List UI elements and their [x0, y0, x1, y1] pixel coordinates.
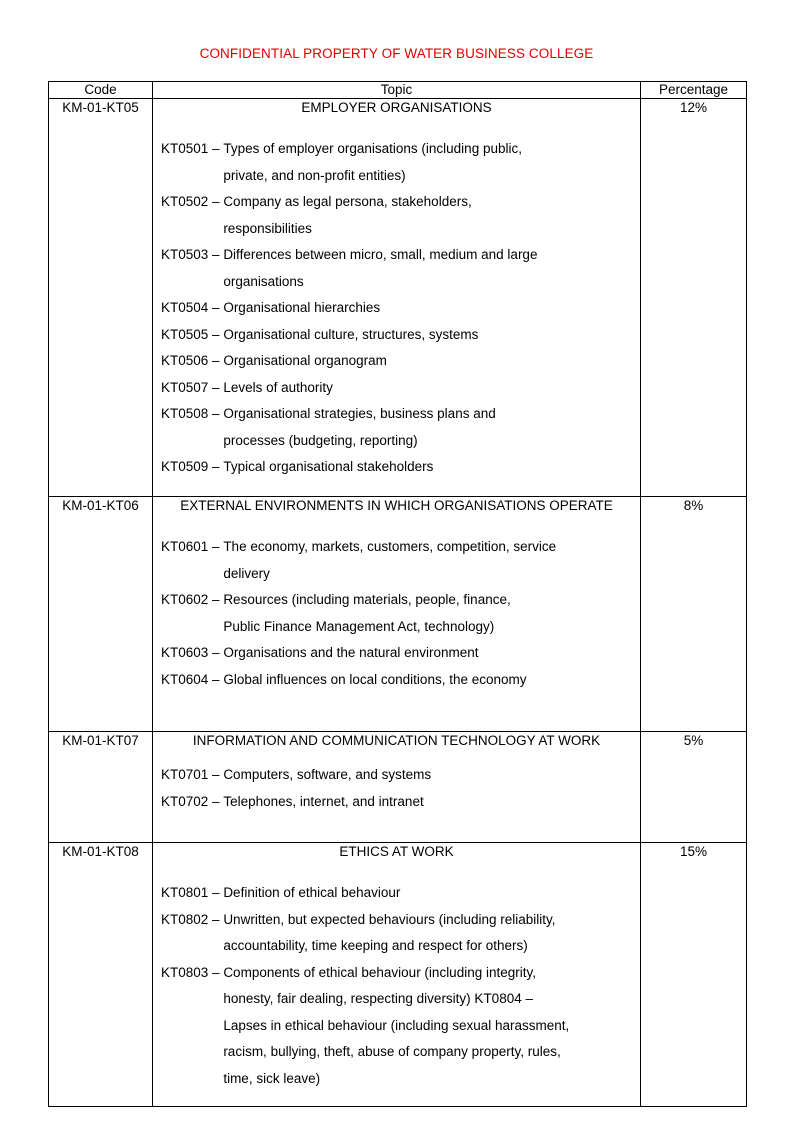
table-header-row — [49, 82, 747, 99]
topic-description-line: Differences between micro, small, medium and large — [223, 247, 538, 262]
topic-description-line: responsibilities — [223, 220, 312, 236]
topic-description-line: accountability, time keeping and respect for others) — [223, 938, 528, 953]
topic-items-list — [161, 534, 632, 693]
topic-description-line: Definition of ethical behaviour — [223, 885, 401, 900]
topic-description-line: delivery — [223, 565, 270, 581]
confidential-header: CONFIDENTIAL PROPERTY OF WATER BUSINESS COLLEGE — [199, 46, 594, 61]
list-item — [161, 454, 632, 481]
topic-description-line: Lapses in ethical behaviour (including sexual harassment, — [223, 1017, 570, 1033]
module-code: KM-01-KT06 — [49, 497, 153, 732]
list-item — [161, 136, 632, 189]
list-item — [161, 375, 632, 402]
topic-description-line: time, sick leave) — [223, 1070, 321, 1086]
topic-description-line: Public Finance Management Act, technology) — [223, 618, 495, 634]
table-row — [49, 497, 747, 732]
table-row — [49, 732, 747, 843]
topic-cell — [153, 732, 641, 843]
topic-description-line: Organisational organogram — [223, 353, 387, 368]
topic-cell — [153, 843, 641, 1107]
percentage-value: 5% — [641, 732, 747, 843]
topic-description-line: Company as legal persona, stakeholders, — [223, 194, 472, 209]
topic-description-line: The economy, markets, customers, competition, service — [223, 539, 557, 554]
topic-cell — [153, 99, 641, 497]
topic-id: KT0505 – — [161, 326, 220, 342]
percentage-value: 15% — [641, 843, 747, 1107]
topic-items-list — [161, 880, 632, 1092]
list-item — [161, 762, 632, 789]
list-item — [161, 189, 632, 242]
topic-description-line: processes (budgeting, reporting) — [223, 432, 418, 448]
topic-description-line: Organisational culture, structures, systems — [223, 326, 479, 342]
table-row — [49, 843, 747, 1107]
list-item — [161, 667, 632, 694]
section-title: ETHICS AT WORK — [339, 844, 454, 859]
section-title: EMPLOYER ORGANISATIONS — [301, 100, 492, 115]
topic-id: KT0702 – — [161, 793, 220, 809]
list-item — [161, 401, 632, 454]
module-code: KM-01-KT07 — [49, 732, 153, 843]
topic-id: KT0801 – — [161, 885, 220, 900]
topic-id: KT0601 – — [161, 539, 220, 554]
module-code: KM-01-KT05 — [49, 99, 153, 497]
list-item — [161, 789, 632, 816]
topic-description-line: Computers, software, and systems — [223, 767, 432, 782]
topic-description-line: Telephones, internet, and intranet — [223, 793, 424, 809]
list-item — [161, 534, 632, 587]
column-header-code: Code — [49, 82, 153, 99]
list-item — [161, 587, 632, 640]
module-code: KM-01-KT08 — [49, 843, 153, 1107]
list-item — [161, 960, 632, 1093]
percentage-value: 8% — [641, 497, 747, 732]
list-item — [161, 907, 632, 960]
topic-items-list — [161, 762, 632, 815]
column-header-topic: Topic — [153, 82, 641, 99]
topic-description-line: Resources (including materials, people, finance, — [223, 592, 511, 607]
list-item — [161, 295, 632, 322]
topic-id: KT0803 – — [161, 964, 220, 980]
topics-table — [48, 81, 747, 1107]
topic-id: KT0802 – — [161, 911, 220, 927]
list-item — [161, 322, 632, 349]
table-row — [49, 99, 747, 497]
topic-description-line: Unwritten, but expected behaviours (including reliability, — [223, 911, 556, 927]
topic-description-line: honesty, fair dealing, respecting diversity) KT0804 – — [223, 991, 533, 1006]
section-title: EXTERNAL ENVIRONMENTS IN WHICH ORGANISATIONS OPERATE — [180, 498, 613, 513]
topic-cell — [153, 497, 641, 732]
list-item — [161, 242, 632, 295]
topic-description-line: Typical organisational stakeholders — [223, 459, 434, 474]
topic-id: KT0503 – — [161, 247, 220, 262]
percentage-value: 12% — [641, 99, 747, 497]
topic-description-line: Global influences on local conditions, the economy — [223, 671, 527, 687]
topic-id: KT0508 – — [161, 406, 220, 421]
topic-id: KT0502 – — [161, 194, 220, 209]
topic-description-line: Types of employer organisations (including public, — [223, 141, 522, 156]
list-item — [161, 348, 632, 375]
topic-description-line: private, and non-profit entities) — [223, 167, 406, 183]
topic-id: KT0604 – — [161, 671, 220, 687]
topic-description-line: Organisational hierarchies — [223, 300, 381, 315]
list-item — [161, 640, 632, 667]
topic-id: KT0507 – — [161, 379, 220, 395]
column-header-percentage: Percentage — [641, 82, 747, 99]
list-item — [161, 880, 632, 907]
topic-description-line: Organisations and the natural environment — [223, 645, 479, 660]
topic-description-line: organisations — [223, 273, 304, 289]
topic-description-line: racism, bullying, theft, abuse of company property, rules, — [223, 1044, 561, 1059]
topic-id: KT0701 – — [161, 767, 220, 782]
topic-description-line: Organisational strategies, business plans and — [223, 406, 496, 421]
topic-description-line: Levels of authority — [223, 379, 333, 395]
section-title: INFORMATION AND COMMUNICATION TECHNOLOGY AT WORK — [192, 733, 601, 748]
topic-id: KT0506 – — [161, 353, 220, 368]
topic-id: KT0509 – — [161, 459, 220, 474]
topic-id: KT0602 – — [161, 592, 220, 607]
topic-items-list — [161, 136, 632, 481]
topic-id: KT0504 – — [161, 300, 220, 315]
topic-description-line: Components of ethical behaviour (including integrity, — [223, 964, 536, 980]
topic-id: KT0603 – — [161, 645, 220, 660]
topic-id: KT0501 – — [161, 141, 220, 156]
